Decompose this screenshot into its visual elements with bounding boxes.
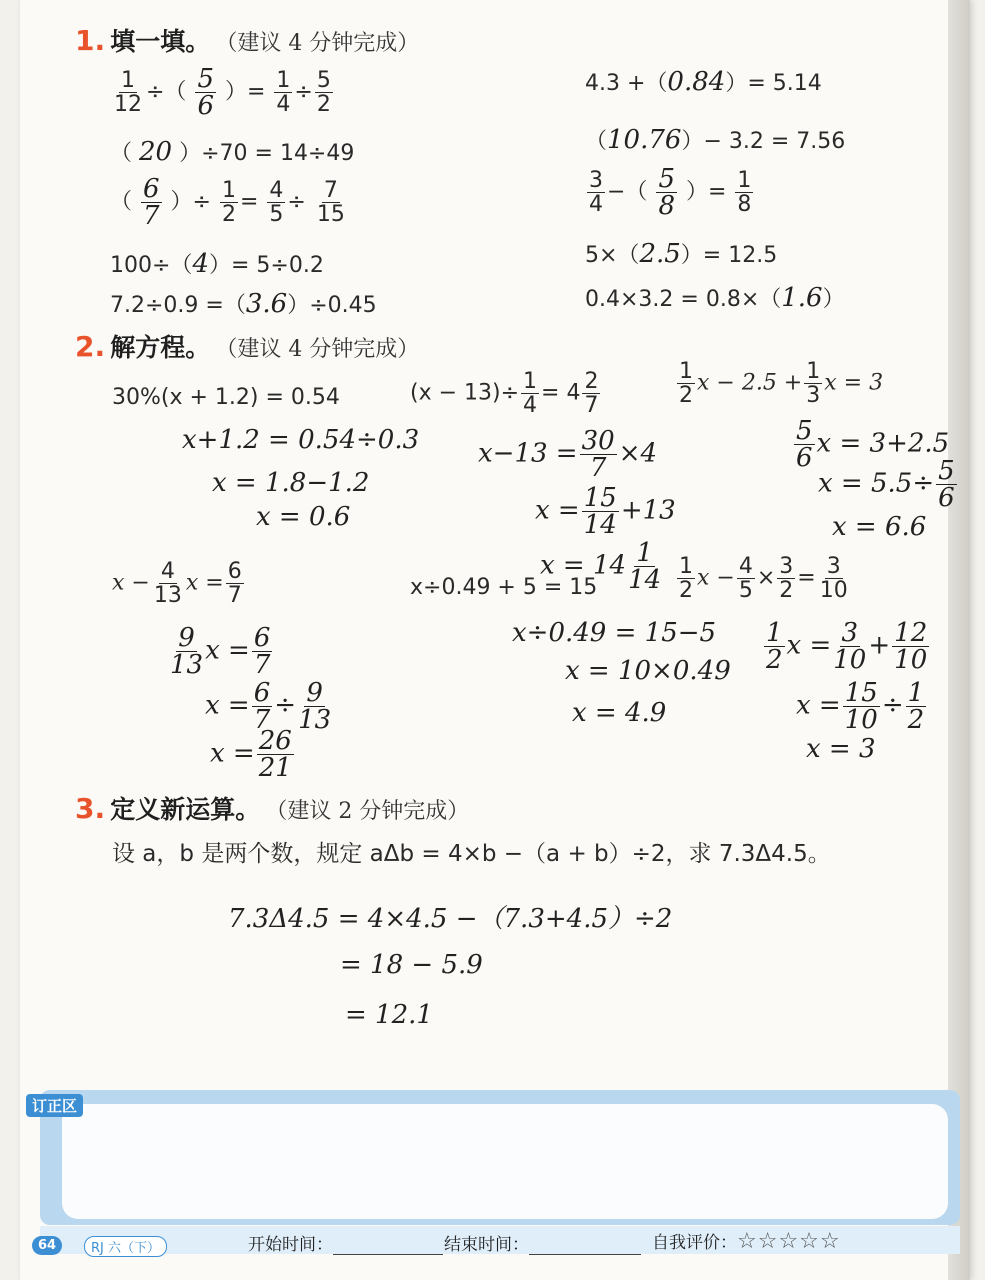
fill-row-4: 100÷（4）= 5÷0.2 [110, 249, 324, 279]
section-1-title: 填一填。 [110, 27, 211, 56]
page-number: 64 [32, 1236, 62, 1255]
section-2-number: 2. [75, 330, 106, 363]
equation-1-work-2: x = 1.8−1.2 [212, 468, 370, 498]
fill-row-2: （ 20 ）÷70 = 14÷49 [110, 137, 355, 167]
fill-row-10: 0.4×3.2 = 0.8×（1.6） [585, 283, 845, 313]
equation-4-work-3: x = $\frac{26}{21}$ [210, 726, 292, 783]
correction-zone [40, 1090, 960, 1225]
equation-6-work-2: x = $\frac{15}{10}$ ÷ $\frac{1}{2}$ [796, 678, 925, 735]
rating-stars[interactable]: ☆☆☆☆☆ [737, 1229, 841, 1254]
self-eval-label: 自我评价： [652, 1233, 737, 1253]
start-time-blank[interactable] [333, 1254, 443, 1255]
equation-4: x − $\frac{4}{13}$ x = $\frac{6}{7}$ [112, 559, 242, 609]
equation-5-work-1: x÷0.49 = 15−5 [512, 618, 717, 648]
correction-writing-area[interactable] [62, 1104, 948, 1219]
page-edge [948, 0, 970, 1280]
equation-5: x÷0.49 + 5 = 15 [410, 575, 598, 600]
fill-row-7: （10.76）− 3.2 = 7.56 [585, 125, 846, 155]
section-1-header [75, 22, 419, 58]
equation-5-work-2: x = 10×0.49 [565, 656, 731, 686]
end-time-blank[interactable] [529, 1254, 641, 1255]
equation-3: $\frac{1}{2}$ x − 2.5 + $\frac{1}{3}$ x = 3 [679, 359, 884, 409]
fill-row-5: 7.2÷0.9 =（3.6）÷0.45 [110, 289, 377, 319]
section-2-title: 解方程。 [110, 333, 211, 362]
fill-row-6: 4.3 +（0.84）= 5.14 [585, 67, 822, 97]
newop-work-3: = 12.1 [345, 1000, 433, 1030]
fill-row-9: 5×（2.5）= 12.5 [585, 239, 778, 269]
equation-5-work-3: x = 4.9 [572, 698, 667, 728]
answer-fraction-num: 5 [197, 64, 214, 94]
equation-2-work-1: x−13 = $\frac{30}{7}$ ×4 [478, 426, 658, 483]
section-3-title: 定义新运算。 [110, 795, 261, 824]
answer-handwritten: 20 [139, 137, 173, 167]
equation-4-work-1: $\frac{9}{13}$ x = $\frac{6}{7}$ [170, 623, 271, 680]
equation-2-work-3: x = 14 $\frac{1}{14}$ [540, 538, 662, 595]
correction-label: 订正区 [26, 1094, 83, 1117]
equation-3-work-2: x = 5.5÷ $\frac{5}{6}$ [818, 456, 955, 513]
fill-row-1: $\frac{1}{12}$ ÷（ $\frac{5}{6}$ ）= $\frac{1}{4}$ ÷ $\frac{5}{2}$ [114, 64, 331, 121]
section-3-number: 3. [75, 792, 106, 825]
equation-1-work-1: x+1.2 = 0.54÷0.3 [182, 425, 420, 455]
section-2-hint: （建议 4 分钟完成） [215, 337, 420, 362]
equation-6-work-3: x = 3 [806, 734, 876, 764]
newop-problem: 设 a，b 是两个数，规定 aΔb = 4×b −（a + b）÷2，求 7.3Δ4.5。 [112, 841, 831, 867]
end-time-field [444, 1230, 641, 1255]
equation-3-work-3: x = 6.6 [832, 512, 927, 542]
fill-row-3: （ $\frac{6}{7}$ ）÷ $\frac{1}{2}$ = $\frac{4}{5}$ ÷ $\frac{7}{15}$ [110, 174, 345, 231]
start-time-field [248, 1230, 443, 1255]
self-eval-field [652, 1228, 841, 1254]
equation-6: $\frac{1}{2}$ x − $\frac{4}{5}$ × $\frac{3}{2}$ = $\frac{3}{10}$ [679, 554, 848, 604]
fill-row-8: $\frac{3}{4}$ −（ $\frac{5}{8}$ ）= $\frac{1}{8}$ [589, 164, 752, 221]
newop-work-1: 7.3Δ4.5 = 4×4.5 −（7.3+4.5）÷2 [228, 904, 673, 934]
equation-2: (x − 13)÷ $\frac{1}{4}$ = 4 $\frac{2}{7}$ [410, 369, 599, 419]
section-2-header [75, 328, 419, 364]
section-3-header [75, 790, 469, 826]
equation-3-work-1: $\frac{5}{6}$ x = 3+2.5 [796, 416, 950, 473]
newop-work-2: = 18 − 5.9 [340, 950, 483, 980]
equation-1: 30%(x + 1.2) = 0.54 [112, 385, 340, 410]
section-3-hint: （建议 2 分钟完成） [265, 799, 470, 824]
grade-badge: RJ 六（下） [84, 1236, 167, 1257]
equation-4-work-2: x = $\frac{6}{7}$ ÷ $\frac{9}{13}$ [205, 678, 332, 735]
equation-6-work-1: $\frac{1}{2}$ x = $\frac{3}{10}$ + $\frac{12}{10}$ [766, 618, 928, 675]
end-time-label: 结束时间： [444, 1235, 529, 1255]
start-time-label: 开始时间： [248, 1235, 333, 1255]
section-1-hint: （建议 4 分钟完成） [215, 31, 420, 56]
section-1-number: 1. [75, 24, 106, 57]
equation-1-work-3: x = 0.6 [256, 502, 351, 532]
equation-2-work-2: x = $\frac{15}{14}$ +13 [535, 483, 676, 540]
